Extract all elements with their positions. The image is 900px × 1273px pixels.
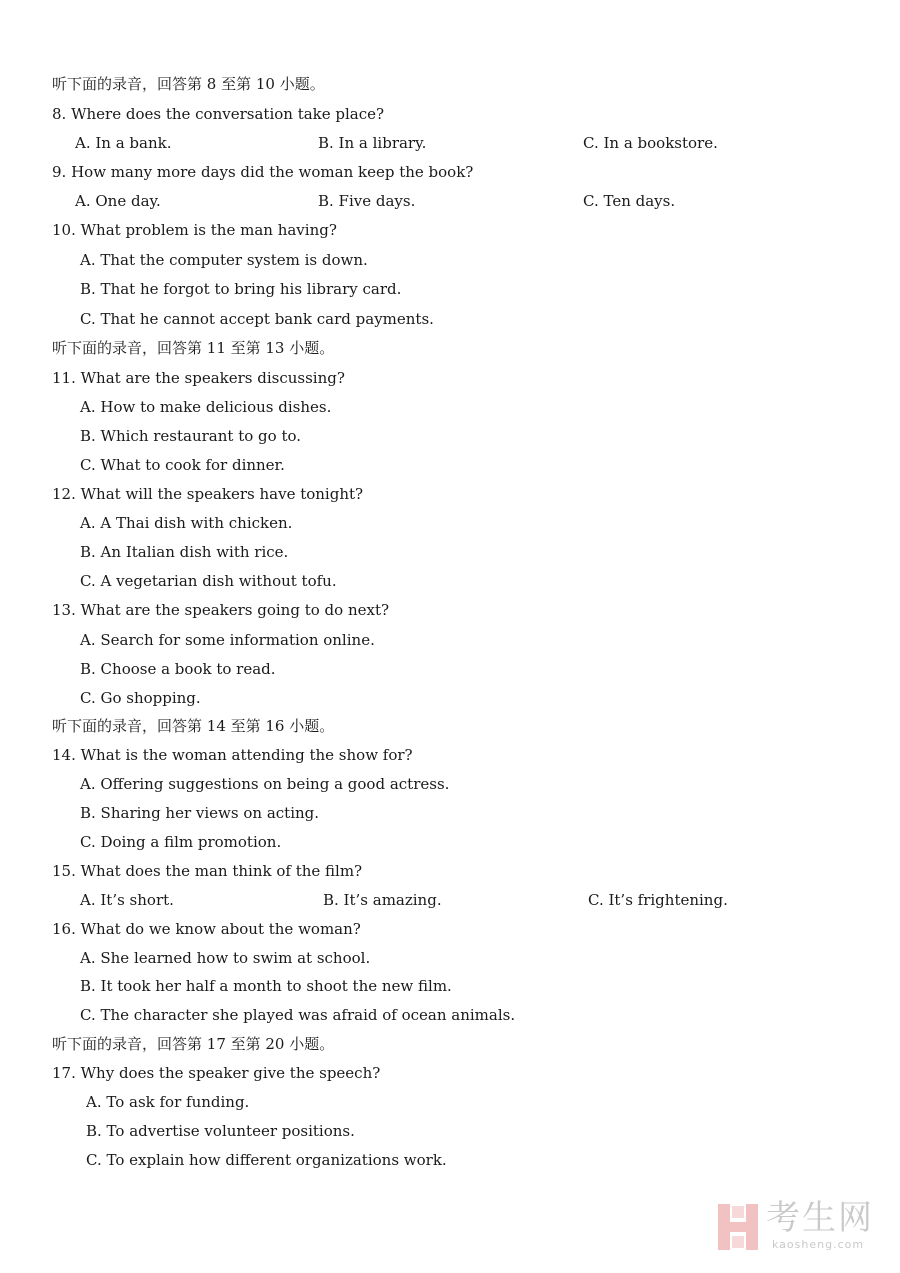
question-13-option-c: C. Go shopping. — [80, 689, 201, 707]
question-11: 11. What are the speakers discussing? — [52, 369, 345, 387]
watermark — [716, 1198, 886, 1258]
question-12: 12. What will the speakers have tonight? — [52, 485, 364, 503]
question-16-option-c: C. The character she played was afraid of ocean animals. — [80, 1006, 516, 1024]
question-9: 9. How many more days did the woman keep the book? — [52, 163, 474, 181]
question-10-option-a: A. That the computer system is down. — [80, 251, 368, 269]
section-heading: 听下面的录音，回答第 17 至第 20 小题。 — [52, 1035, 335, 1053]
option-a: A. It’s short. — [80, 891, 174, 909]
kaosheng-logo-icon — [716, 1202, 760, 1252]
section-heading: 听下面的录音，回答第 8 至第 10 小题。 — [52, 75, 325, 93]
option-b: B. It’s amazing. — [323, 891, 442, 909]
question-17: 17. Why does the speaker give the speech? — [52, 1064, 381, 1082]
question-14-option-c: C. Doing a film promotion. — [80, 833, 282, 851]
question-11-option-b: B. Which restaurant to go to. — [80, 427, 302, 445]
question-16: 16. What do we know about the woman? — [52, 920, 361, 938]
question-12-option-c: C. A vegetarian dish without tofu. — [80, 572, 337, 590]
question-10-option-c: C. That he cannot accept bank card payments. — [80, 310, 434, 328]
section-heading: 听下面的录音，回答第 14 至第 16 小题。 — [52, 717, 335, 735]
question-16-option-a: A. She learned how to swim at school. — [80, 949, 371, 967]
question-12-option-a: A. A Thai dish with chicken. — [80, 514, 293, 532]
question-14-option-a: A. Offering suggestions on being a good actress. — [80, 775, 450, 793]
watermark-brand: 考生网 — [766, 1198, 874, 1238]
question-13: 13. What are the speakers going to do next? — [52, 601, 390, 619]
question-17-option-a: A. To ask for funding. — [86, 1093, 250, 1111]
question-11-option-a: A. How to make delicious dishes. — [80, 398, 332, 416]
question-15-options — [0, 886, 900, 915]
question-17-option-b: B. To advertise volunteer positions. — [86, 1122, 355, 1140]
question-15: 15. What does the man think of the film? — [52, 862, 363, 880]
option-b: B. In a library. — [318, 134, 427, 152]
option-c: C. It’s frightening. — [588, 891, 728, 909]
option-b: B. Five days. — [318, 192, 416, 210]
question-10: 10. What problem is the man having? — [52, 221, 337, 239]
question-16-option-b: B. It took her half a month to shoot the new film. — [80, 977, 452, 995]
question-17-option-c: C. To explain how different organizations work. — [86, 1151, 447, 1169]
watermark-domain: kaosheng.com — [772, 1238, 865, 1251]
question-11-option-c: C. What to cook for dinner. — [80, 456, 285, 474]
question-9-options — [0, 187, 900, 216]
question-12-option-b: B. An Italian dish with rice. — [80, 543, 289, 561]
option-a: A. In a bank. — [75, 134, 172, 152]
question-8: 8. Where does the conversation take place? — [52, 105, 385, 123]
question-8-options — [0, 129, 900, 158]
question-14-option-b: B. Sharing her views on acting. — [80, 804, 320, 822]
question-13-option-a: A. Search for some information online. — [80, 631, 375, 649]
option-c: C. Ten days. — [583, 192, 676, 210]
question-10-option-b: B. That he forgot to bring his library card. — [80, 280, 402, 298]
section-heading: 听下面的录音，回答第 11 至第 13 小题。 — [52, 339, 335, 357]
question-13-option-b: B. Choose a book to read. — [80, 660, 276, 678]
option-a: A. One day. — [75, 192, 161, 210]
question-14: 14. What is the woman attending the show for? — [52, 746, 413, 764]
option-c: C. In a bookstore. — [583, 134, 718, 152]
